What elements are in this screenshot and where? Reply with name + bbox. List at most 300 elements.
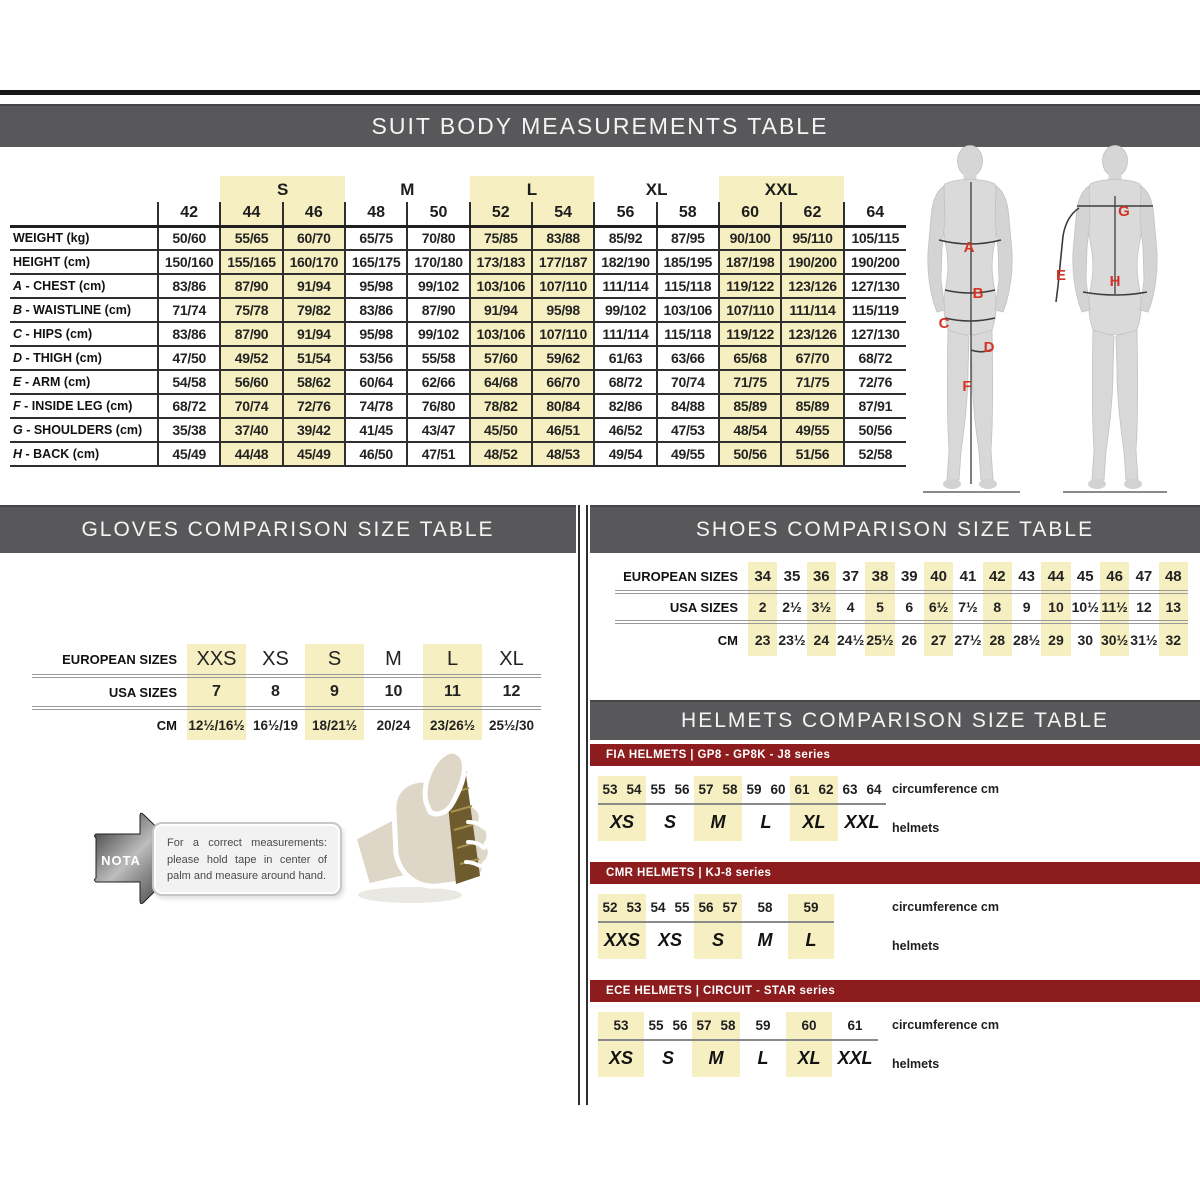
- size-cell: 9: [305, 676, 364, 708]
- helmets-header-bar: [590, 700, 1200, 740]
- helmet-circumference-value: 57: [722, 900, 738, 915]
- measurement-value-cell: 95/98: [532, 298, 594, 322]
- size-cell: 43: [1012, 562, 1041, 592]
- measurement-value-cell: 49/54: [594, 442, 656, 466]
- measurement-value-cell: 51/56: [781, 442, 843, 466]
- measurement-value-cell: 46/50: [345, 442, 407, 466]
- measurement-value-cell: 47/50: [158, 346, 220, 370]
- helmet-circumference-value: 62: [818, 782, 834, 797]
- measurement-value-cell: 99/102: [594, 298, 656, 322]
- size-cell: 41: [953, 562, 982, 592]
- table-row: [615, 592, 1188, 622]
- size-cell: 32: [1159, 622, 1188, 656]
- measurement-value-cell: 72/76: [283, 394, 345, 418]
- measurement-value-cell: 91/94: [283, 274, 345, 298]
- measurement-value-cell: 45/50: [470, 418, 532, 442]
- size-cell: XXS: [187, 644, 246, 676]
- size-cell: 6: [895, 592, 924, 622]
- helmet-circumference-value: 53: [602, 782, 618, 797]
- measurement-value-cell: 170/180: [407, 250, 469, 274]
- helmet-circumference-row: [838, 782, 886, 805]
- measurement-value-cell: 87/90: [220, 322, 282, 346]
- measurement-letter-a: A: [963, 239, 975, 256]
- helmet-circumference-value: 58: [722, 782, 738, 797]
- helmet-size-group: [598, 1012, 644, 1077]
- size-cell: 24½: [837, 632, 865, 648]
- size-column-header: 56: [594, 202, 656, 226]
- helmet-block: [590, 980, 1200, 1098]
- size-cell: 23½: [778, 632, 806, 648]
- size-cell: 5: [865, 592, 894, 622]
- measurement-value-cell: 49/52: [220, 346, 282, 370]
- measurement-value-cell: 54/58: [158, 370, 220, 394]
- measurement-value-cell: 111/114: [594, 274, 656, 298]
- measurement-value-cell: 115/119: [844, 298, 906, 322]
- measurement-value-cell: 66/70: [532, 370, 594, 394]
- helmet-size-label: L: [757, 1048, 769, 1068]
- helmet-circumference-value: 60: [801, 1018, 817, 1033]
- size-column-header: 48: [345, 202, 407, 226]
- measurement-value-cell: 70/74: [657, 370, 719, 394]
- measurement-value-cell: 150/160: [158, 250, 220, 274]
- measurement-value-cell: 50/56: [844, 418, 906, 442]
- helmet-circumference-row: [598, 1018, 644, 1041]
- helmet-circumference-value: 53: [613, 1018, 629, 1033]
- measurement-value-cell: 83/86: [158, 274, 220, 298]
- column-label-circumference: circumference cm: [892, 900, 1000, 914]
- measurement-value-cell: 99/102: [407, 322, 469, 346]
- size-cell: 42: [983, 562, 1012, 592]
- helmet-size-group: [742, 776, 790, 841]
- measurement-value-cell: 71/75: [781, 370, 843, 394]
- row-label: EUROPEAN SIZES: [615, 562, 748, 592]
- helmet-circumference-row: [646, 900, 694, 923]
- measurement-value-cell: 45/49: [158, 442, 220, 466]
- size-cell: XL: [482, 644, 541, 676]
- measurement-value-cell: 39/42: [283, 418, 345, 442]
- measurement-value-cell: 67/70: [781, 346, 843, 370]
- helmet-circumference-row: [786, 1018, 832, 1041]
- helmet-circumference-row: [742, 900, 788, 923]
- size-column-header: 62: [781, 202, 843, 226]
- size-cell: 26: [901, 632, 918, 648]
- measurement-value-cell: 64/68: [470, 370, 532, 394]
- measurement-value-cell: 115/118: [657, 274, 719, 298]
- size-cell: 35: [777, 562, 806, 592]
- helmet-circumference-row: [694, 782, 742, 805]
- helmet-size-groups: [598, 1012, 878, 1077]
- top-divider-line: [0, 90, 1200, 95]
- size-cell: 46: [1100, 562, 1129, 592]
- measurement-value-cell: 65/68: [719, 346, 781, 370]
- measurement-value-cell: 37/40: [220, 418, 282, 442]
- measurement-letter-d: D: [983, 339, 995, 356]
- column-label-helmets: helmets: [892, 821, 940, 835]
- measurement-row-label: F - INSIDE LEG (cm): [10, 394, 158, 418]
- helmet-size-label: XS: [608, 1048, 633, 1068]
- measurement-value-cell: 107/110: [719, 298, 781, 322]
- helmet-circumference-value: 54: [650, 900, 666, 915]
- measurement-value-cell: 85/89: [781, 394, 843, 418]
- size-cell: L: [423, 644, 482, 676]
- helmet-circumference-value: 53: [626, 900, 642, 915]
- helmet-circumference-value: 59: [803, 900, 819, 915]
- measurement-value-cell: 48/52: [470, 442, 532, 466]
- measurement-row-label: H - BACK (cm): [10, 442, 158, 466]
- measurement-value-cell: 87/95: [657, 226, 719, 250]
- measurement-value-cell: 187/198: [719, 250, 781, 274]
- size-column-header: 64: [844, 202, 906, 226]
- gloves-header-bar: [0, 505, 576, 553]
- helmet-circumference-row: [598, 900, 646, 923]
- measurement-value-cell: 78/82: [470, 394, 532, 418]
- gloves-size-table: [32, 644, 541, 740]
- measurement-value-cell: 71/74: [158, 298, 220, 322]
- size-cell: 27: [924, 622, 953, 656]
- measurement-row-label: WEIGHT (kg): [10, 226, 158, 250]
- size-cell: 10: [1041, 592, 1070, 622]
- size-cell: 40: [924, 562, 953, 592]
- helmet-size-group: [646, 776, 694, 841]
- size-group-header: XL: [645, 180, 668, 199]
- helmet-circumference-value: 56: [674, 782, 690, 797]
- helmet-size-group: [838, 776, 886, 841]
- helmet-circumference-row: [644, 1018, 692, 1041]
- helmet-size-label: M: [708, 1048, 724, 1068]
- size-cell: 6½: [924, 592, 953, 622]
- measurement-value-cell: 95/110: [781, 226, 843, 250]
- size-cell: 38: [865, 562, 894, 592]
- measurement-value-cell: 59/62: [532, 346, 594, 370]
- size-cell: 20/24: [376, 717, 411, 733]
- measurement-value-cell: 90/100: [719, 226, 781, 250]
- nota-label: NOTA: [101, 853, 141, 868]
- size-column-header: 50: [407, 202, 469, 226]
- measurement-value-cell: 107/110: [532, 274, 594, 298]
- helmet-circumference-value: 59: [755, 1018, 771, 1033]
- measurement-value-cell: 76/80: [407, 394, 469, 418]
- helmet-size-label: M: [757, 930, 773, 950]
- measurement-value-cell: 83/88: [532, 226, 594, 250]
- helmet-circumference-value: 57: [696, 1018, 712, 1033]
- measurement-value-cell: 51/54: [283, 346, 345, 370]
- column-label-helmets: helmets: [892, 939, 940, 953]
- column-label-helmets: helmets: [892, 1057, 940, 1071]
- suit-table-row: [10, 394, 906, 418]
- measurement-value-cell: 53/56: [345, 346, 407, 370]
- helmet-size-group: [790, 776, 838, 841]
- size-cell: 37: [836, 562, 865, 592]
- measurement-value-cell: 45/49: [283, 442, 345, 466]
- shoes-size-table: [615, 562, 1188, 656]
- measurement-value-cell: 91/94: [470, 298, 532, 322]
- measurement-value-cell: 103/106: [657, 298, 719, 322]
- helmet-size-label: XL: [802, 812, 826, 832]
- measurement-value-cell: 80/84: [532, 394, 594, 418]
- table-row: [32, 676, 541, 708]
- size-column-header: 58: [657, 202, 719, 226]
- measurement-value-cell: 60/64: [345, 370, 407, 394]
- size-cell: 36: [807, 562, 836, 592]
- helmet-blocks: [590, 744, 1200, 1098]
- helmet-circumference-row: [790, 782, 838, 805]
- measurement-value-cell: 95/98: [345, 322, 407, 346]
- size-cell: XS: [246, 644, 305, 676]
- measurement-row-label: B - WAISTLINE (cm): [10, 298, 158, 322]
- measurement-value-cell: 46/52: [594, 418, 656, 442]
- suit-table-row: [10, 226, 906, 250]
- nota-note-box: [152, 822, 342, 896]
- helmet-circumference-value: 58: [757, 900, 773, 915]
- size-cell: 23/26½: [423, 708, 482, 740]
- helmet-circumference-value: 58: [720, 1018, 736, 1033]
- measurement-value-cell: 127/130: [844, 322, 906, 346]
- helmet-size-groups: [598, 776, 886, 841]
- helmet-size-group: [788, 894, 834, 959]
- nota-text: For a correct measurements: please hold tape in center of palm and measure around hand.: [167, 837, 327, 882]
- measurement-value-cell: 43/47: [407, 418, 469, 442]
- size-cell: 4: [836, 592, 865, 622]
- table-row: [32, 644, 541, 676]
- helmet-size-label: S: [711, 930, 724, 950]
- helmet-block-body: [590, 884, 1200, 980]
- mannequin-front-figure: [923, 146, 1020, 493]
- suit-table-row: [10, 418, 906, 442]
- body-measurement-diagram: [905, 140, 1195, 508]
- size-cell: 45: [1071, 562, 1100, 592]
- helmet-circumference-value: 56: [698, 900, 714, 915]
- size-cell: 10: [364, 676, 423, 708]
- suit-table-row: [10, 346, 906, 370]
- measurement-value-cell: 62/66: [407, 370, 469, 394]
- helmet-circumference-value: 61: [847, 1018, 863, 1033]
- measurement-value-cell: 41/45: [345, 418, 407, 442]
- measurement-value-cell: 58/62: [283, 370, 345, 394]
- measurement-value-cell: 115/118: [657, 322, 719, 346]
- helmet-circumference-value: 56: [672, 1018, 688, 1033]
- measurement-value-cell: 47/51: [407, 442, 469, 466]
- helmet-circumference-row: [694, 900, 742, 923]
- size-column-header: 46: [283, 202, 345, 226]
- measurement-value-cell: 46/51: [532, 418, 594, 442]
- measurement-letter-c: C: [938, 315, 950, 332]
- measurement-value-cell: 48/54: [719, 418, 781, 442]
- helmet-series-bar: ECE HELMETS | CIRCUIT - STAR series: [590, 980, 1200, 1002]
- size-cell: 30: [1077, 632, 1094, 648]
- measurement-value-cell: 87/91: [844, 394, 906, 418]
- suit-table-row: [10, 298, 906, 322]
- measurement-value-cell: 84/88: [657, 394, 719, 418]
- measurement-value-cell: 55/58: [407, 346, 469, 370]
- mannequin-back-figure: [1056, 146, 1167, 493]
- helmet-column-labels: [892, 1018, 999, 1071]
- suit-corner-cell: [10, 202, 158, 226]
- size-cell: 44: [1041, 562, 1070, 592]
- size-cell: 12: [1129, 592, 1158, 622]
- measurement-value-cell: 160/170: [283, 250, 345, 274]
- row-label: EUROPEAN SIZES: [32, 644, 187, 676]
- measurement-value-cell: 173/183: [470, 250, 532, 274]
- size-column-header: 60: [719, 202, 781, 226]
- measurement-row-label: C - HIPS (cm): [10, 322, 158, 346]
- row-label: USA SIZES: [615, 592, 748, 622]
- shoes-header-bar: [590, 505, 1200, 553]
- measurement-value-cell: 63/66: [657, 346, 719, 370]
- measurement-value-cell: 75/85: [470, 226, 532, 250]
- size-cell: 30½: [1100, 622, 1129, 656]
- helmet-circumference-value: 60: [770, 782, 786, 797]
- helmet-block: [590, 744, 1200, 862]
- measurement-value-cell: 91/94: [283, 322, 345, 346]
- measurement-value-cell: 87/90: [220, 274, 282, 298]
- measurement-row-label: G - SHOULDERS (cm): [10, 418, 158, 442]
- helmet-size-group: [786, 1012, 832, 1077]
- helmet-size-group: [694, 776, 742, 841]
- size-cell: 3½: [807, 592, 836, 622]
- measurement-value-cell: 87/90: [407, 298, 469, 322]
- measurement-value-cell: 68/72: [844, 346, 906, 370]
- measurement-value-cell: 103/106: [470, 274, 532, 298]
- size-cell: 10½: [1071, 592, 1100, 622]
- measurement-value-cell: 127/130: [844, 274, 906, 298]
- measurement-row-label: D - THIGH (cm): [10, 346, 158, 370]
- helmet-circumference-row: [740, 1018, 786, 1041]
- size-group-spacer: [844, 176, 906, 202]
- measurement-value-cell: 155/165: [220, 250, 282, 274]
- suit-table-row: [10, 370, 906, 394]
- measurement-value-cell: 119/122: [719, 322, 781, 346]
- size-cell: 2½: [777, 592, 806, 622]
- helmet-circumference-row: [788, 900, 834, 923]
- measurement-value-cell: 82/86: [594, 394, 656, 418]
- size-cell: 39: [895, 562, 924, 592]
- helmet-size-group: [644, 1012, 692, 1077]
- helmet-size-label: XXL: [844, 812, 880, 832]
- measurement-value-cell: 177/187: [532, 250, 594, 274]
- table-row: [615, 562, 1188, 592]
- size-cell: 25½: [865, 622, 894, 656]
- measurement-value-cell: 50/60: [158, 226, 220, 250]
- measurement-value-cell: 70/80: [407, 226, 469, 250]
- measurement-value-cell: 56/60: [220, 370, 282, 394]
- size-cell: 29: [1041, 622, 1070, 656]
- size-cell: 9: [1012, 592, 1041, 622]
- measurement-value-cell: 75/78: [220, 298, 282, 322]
- measurement-value-cell: 111/114: [594, 322, 656, 346]
- suit-table-row: [10, 322, 906, 346]
- measurement-value-cell: 35/38: [158, 418, 220, 442]
- size-column-header: 42: [158, 202, 220, 226]
- measurement-value-cell: 71/75: [719, 370, 781, 394]
- measurement-value-cell: 185/195: [657, 250, 719, 274]
- measurement-value-cell: 119/122: [719, 274, 781, 298]
- helmet-circumference-value: 63: [842, 782, 858, 797]
- size-group-spacer: [158, 176, 220, 202]
- measurement-value-cell: 85/92: [594, 226, 656, 250]
- helmet-circumference-row: [598, 782, 646, 805]
- size-column-header: 44: [220, 202, 282, 226]
- helmet-size-group: [832, 1012, 878, 1077]
- measurement-value-cell: 70/74: [220, 394, 282, 418]
- size-cell: 34: [748, 562, 777, 592]
- shoes-title: SHOES COMPARISON SIZE TABLE: [695, 518, 1095, 541]
- helmet-size-label: XS: [657, 930, 682, 950]
- measurement-value-cell: 123/126: [781, 322, 843, 346]
- helmet-size-group: [646, 894, 694, 959]
- helmet-block: [590, 862, 1200, 980]
- measurement-value-cell: 60/70: [283, 226, 345, 250]
- size-group-header: S: [220, 176, 345, 202]
- helmet-circumference-value: 59: [746, 782, 762, 797]
- helmet-circumference-row: [832, 1018, 878, 1041]
- column-label-circumference: circumference cm: [892, 1018, 1000, 1032]
- measurement-letter-h: H: [1109, 273, 1121, 290]
- size-cell: 18/21½: [305, 708, 364, 740]
- suit-size-table: [10, 176, 906, 467]
- size-cell: 11: [423, 676, 482, 708]
- measurement-value-cell: 57/60: [470, 346, 532, 370]
- section-divider-line: [578, 505, 580, 1105]
- size-cell: 7½: [953, 592, 982, 622]
- measurement-value-cell: 190/200: [781, 250, 843, 274]
- size-cell: 8: [983, 592, 1012, 622]
- size-cell: 25½/30: [488, 717, 535, 733]
- measurement-letter-g: G: [1118, 203, 1130, 220]
- measurement-value-cell: 85/89: [719, 394, 781, 418]
- size-cell: 47: [1129, 562, 1158, 592]
- helmet-size-label: S: [661, 1048, 674, 1068]
- measurement-value-cell: 74/78: [345, 394, 407, 418]
- measurement-value-cell: 105/115: [844, 226, 906, 250]
- measurement-value-cell: 83/86: [158, 322, 220, 346]
- row-label: USA SIZES: [32, 676, 187, 708]
- size-column-header: 52: [470, 202, 532, 226]
- measurement-value-cell: 55/65: [220, 226, 282, 250]
- helmet-column-labels: [892, 900, 999, 953]
- measurement-value-cell: 123/126: [781, 274, 843, 298]
- measurement-value-cell: 65/75: [345, 226, 407, 250]
- size-cell: 2: [748, 592, 777, 622]
- helmet-column-labels: [892, 782, 999, 835]
- measurement-value-cell: 52/58: [844, 442, 906, 466]
- measurement-value-cell: 44/48: [220, 442, 282, 466]
- measurement-letter-f: F: [962, 378, 972, 395]
- helmet-size-label: XXS: [603, 930, 641, 950]
- helmet-size-group: [742, 894, 788, 959]
- measurement-value-cell: 49/55: [781, 418, 843, 442]
- size-cell: 16½/19: [252, 717, 299, 733]
- helmet-size-label: L: [805, 930, 817, 950]
- row-label: CM: [717, 632, 738, 648]
- measurement-letter-e: E: [1055, 267, 1067, 284]
- measurement-row-label: E - ARM (cm): [10, 370, 158, 394]
- measurement-value-cell: 103/106: [470, 322, 532, 346]
- helmet-size-group: [598, 894, 646, 959]
- measurement-value-cell: 190/200: [844, 250, 906, 274]
- size-cell: 23: [748, 622, 777, 656]
- size-cell: S: [305, 644, 364, 676]
- gloves-title: GLOVES COMPARISON SIZE TABLE: [81, 518, 495, 541]
- suit-title: SUIT BODY MEASUREMENTS TABLE: [371, 113, 829, 139]
- helmet-size-group: [692, 1012, 740, 1077]
- size-cell: 28: [983, 622, 1012, 656]
- size-cell: 27½: [954, 632, 982, 648]
- measurement-value-cell: 68/72: [594, 370, 656, 394]
- helmet-size-label: XS: [609, 812, 634, 832]
- helmet-size-label: L: [760, 812, 772, 832]
- size-cell: 28½: [1012, 632, 1041, 648]
- helmet-circumference-row: [646, 782, 694, 805]
